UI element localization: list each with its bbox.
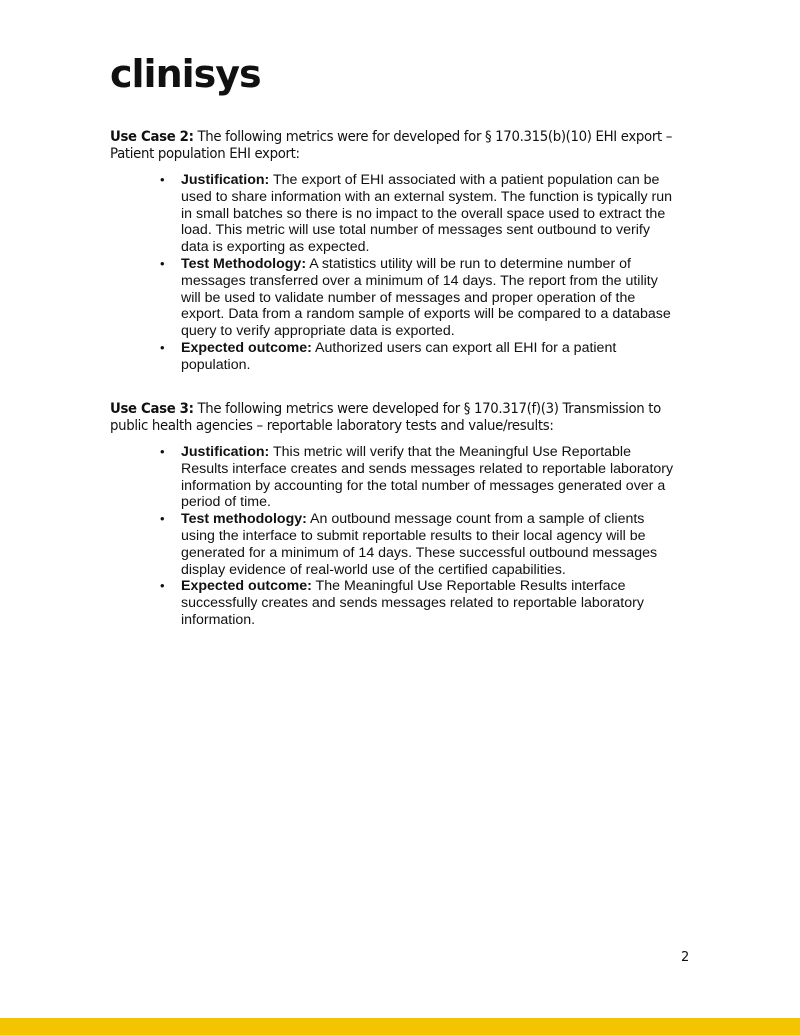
bullet-text: An outbound message count from a sample of clients using the interface to submit reportable results to their local agency will be generated for a minimum of 14 days. These successful outbound messages display evidence of real-world use of the certified capabilities. bbox=[181, 511, 658, 578]
bullet-icon: • bbox=[160, 511, 165, 527]
list-item bbox=[160, 256, 680, 340]
bullet-text: The Meaningful Use Reportable Results interface successfully creates and sends messages related to reportable laboratory information. bbox=[181, 578, 644, 628]
bullet-text: The export of EHI associated with a patient population can be used to share information with an external system. The function is typically run in small batches so there is no impact to the overall space used to extract the load. This metric will use total number of messages sent outbound to verify data is exporting as expected. bbox=[181, 172, 673, 256]
bullet-term: Expected outcome: bbox=[181, 339, 312, 356]
bullet-term: Test methodology: bbox=[181, 511, 307, 528]
bullet-icon: • bbox=[160, 444, 165, 459]
use-case-3-bullet-list bbox=[160, 444, 680, 629]
bullet-icon: • bbox=[160, 255, 165, 271]
bullet-term: Justification: bbox=[181, 444, 270, 460]
use-case-2-label: Use Case 2: bbox=[110, 129, 194, 145]
list-item bbox=[160, 340, 680, 374]
bullet-text: A statistics utility will be run to determine number of messages transferred over a minimum of 14 days. The report from the utility will be used to validate number of messages and proper operation of the export. Data from a random sample of exports will be compared to a database query to verify appropriate data is exported. bbox=[181, 255, 671, 340]
use-case-2-intro: The following metrics were for developed for § 170.315(b)(10) EHI export – Patient population EHI export: bbox=[110, 129, 673, 162]
clinisys-logo bbox=[110, 50, 261, 98]
bullet-icon: • bbox=[160, 172, 165, 187]
page-number: 2 bbox=[681, 950, 690, 965]
list-item bbox=[160, 172, 680, 256]
use-case-2-section bbox=[110, 129, 690, 374]
list-item bbox=[160, 444, 680, 511]
logo-text: clinisys bbox=[110, 52, 261, 96]
use-case-3-intro: The following metrics were developed for § 170.317(f)(3) Transmission to public health agencies – reportable laboratory tests and value/results: bbox=[110, 401, 661, 434]
bullet-term: Test Methodology: bbox=[181, 255, 307, 272]
use-case-3-heading bbox=[110, 401, 690, 435]
bullet-icon: • bbox=[160, 339, 165, 355]
use-case-3-label: Use Case 3: bbox=[110, 401, 194, 417]
use-case-2-heading bbox=[110, 129, 690, 163]
bullet-term: Expected outcome: bbox=[181, 578, 312, 595]
footer-accent-bar bbox=[0, 1018, 800, 1035]
use-case-3-section bbox=[110, 401, 690, 629]
bullet-text: This metric will verify that the Meaningful Use Reportable Results interface creates and sends messages related to reportable laboratory information by accounting for the total number of messages generated over a period of time. bbox=[181, 444, 674, 511]
bullet-icon: • bbox=[160, 578, 165, 594]
bullet-text: Authorized users can export all EHI for a patient population. bbox=[181, 339, 617, 373]
bullet-term: Justification: bbox=[181, 172, 270, 188]
use-case-2-bullet-list bbox=[160, 172, 680, 374]
list-item bbox=[160, 578, 680, 628]
list-item bbox=[160, 511, 680, 578]
